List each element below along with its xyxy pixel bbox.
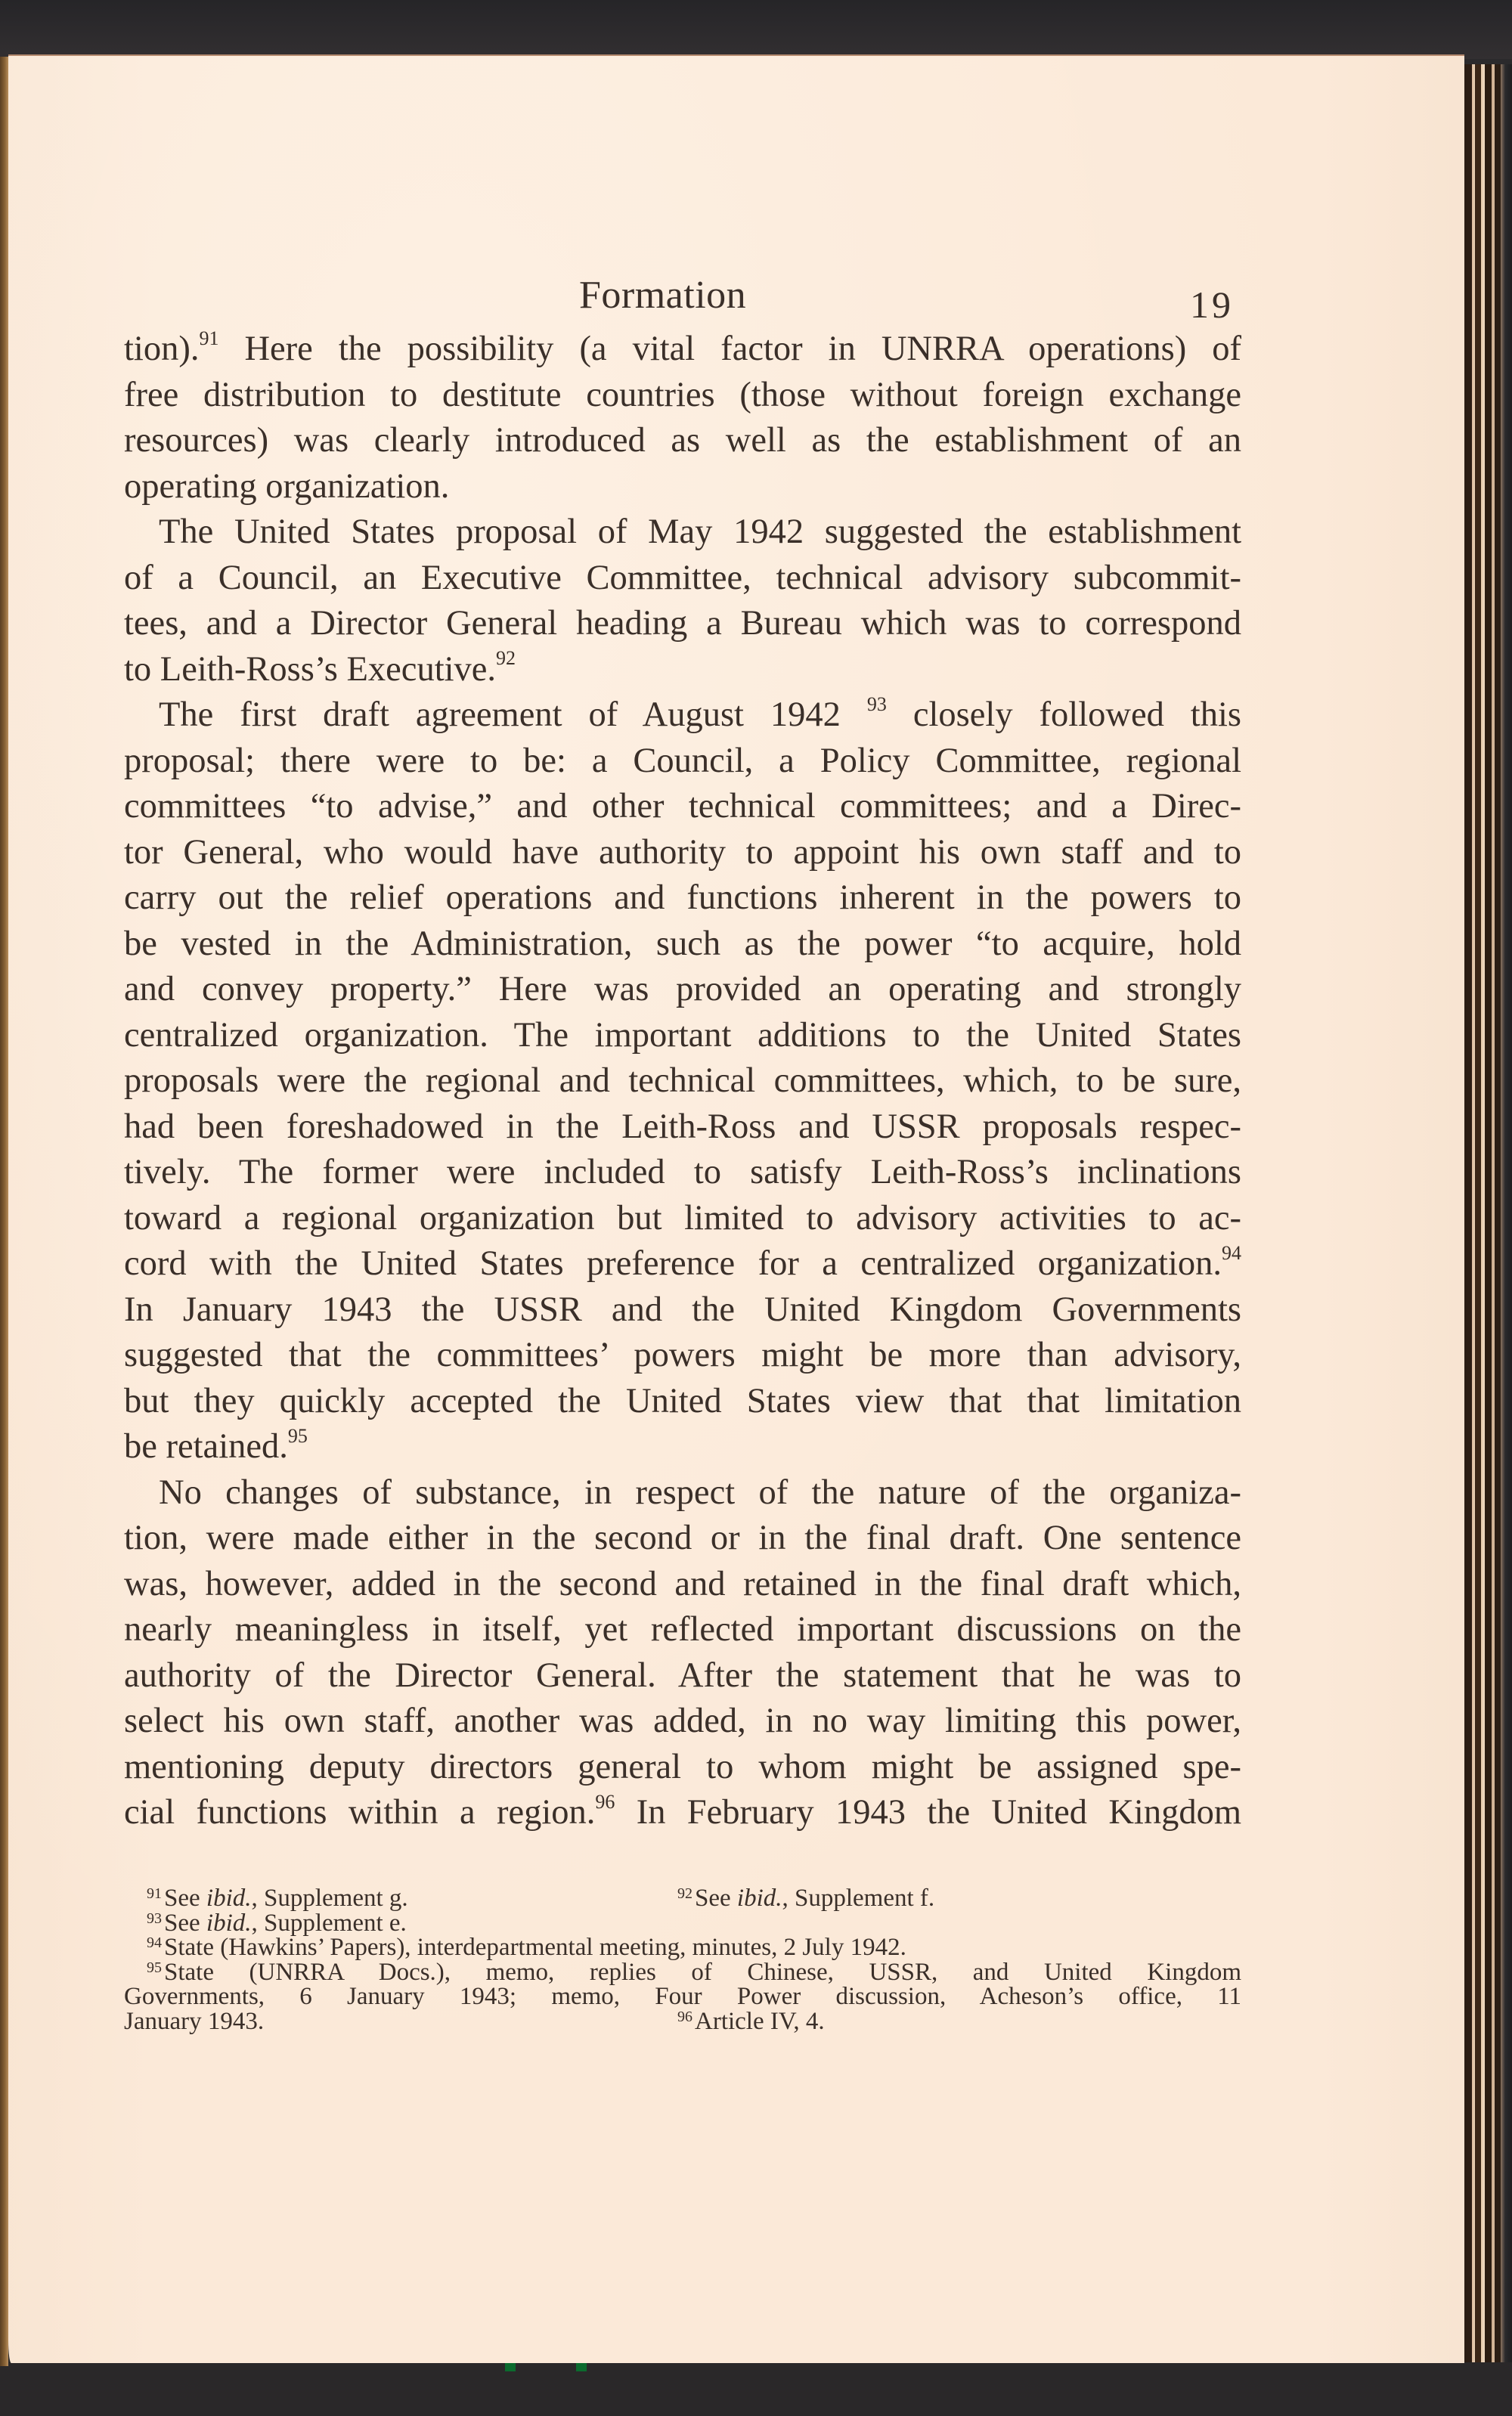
scan-marker bbox=[576, 2362, 587, 2371]
text-line: of a Council, an Executive Committee, technical advisory subcommit- bbox=[124, 558, 1241, 597]
text-line: centralized organization. The important additions to the United States bbox=[124, 1015, 1241, 1055]
text-line: tor General, who would have authority to appoint his own staff and to bbox=[124, 832, 1241, 872]
text-line: tively. The former were included to satisfy Leith-Ross’s inclinations bbox=[124, 1153, 1241, 1191]
text-line: No changes of substance, in respect of the nature of the organiza- bbox=[159, 1473, 1241, 1512]
scan-marker bbox=[505, 2362, 516, 2371]
footnote-95-end-96: January 1943. $^{96}$Article IV, 4. bbox=[124, 2009, 1241, 2034]
footnote-ref: 93 bbox=[866, 692, 887, 715]
page-edge-left bbox=[0, 57, 8, 2366]
text-line: resources) was clearly introduced as well as the establishment of an bbox=[124, 421, 1241, 460]
footnotes bbox=[124, 1886, 1241, 2033]
footnote-95: $^{95}$State (UNRRA Docs.), memo, replies of Chinese, USSR, and United Kingdom bbox=[147, 1958, 1241, 1986]
text-line: tion, were made either in the second or in the final draft. One sentence bbox=[124, 1519, 1241, 1557]
footnote-92: $^{92}$See ibid., Supplement f. bbox=[677, 1885, 935, 1912]
text-line: select his own staff, another was added, in no way limiting this power, bbox=[124, 1702, 1241, 1740]
text-line: In January 1943 the USSR and the United Kingdom Governments bbox=[124, 1290, 1241, 1329]
text-line: tees, and a Director General heading a Bureau which was to correspond bbox=[124, 604, 1241, 643]
text-line: suggested that the committees’ powers might be more than advisory, bbox=[124, 1336, 1241, 1374]
text-line: mentioning deputy directors general to whom might be assigned spe- bbox=[124, 1747, 1241, 1786]
text-line: toward a regional organization but limited to advisory activities to ac- bbox=[124, 1198, 1241, 1237]
footnote-ref: 96 bbox=[595, 1790, 615, 1813]
text-line: had been foreshadowed in the Leith-Ross and USSR proposals respec- bbox=[124, 1107, 1241, 1146]
body-text bbox=[124, 327, 1241, 1836]
footnote-ref: 94 bbox=[1222, 1241, 1241, 1264]
text-line: cord with the United States preference for a centralized organization.$^{94}$ bbox=[124, 1241, 1241, 1283]
text-line: committees “to advise,” and other technical committees; and a Direc- bbox=[124, 787, 1241, 825]
text-line: operating organization. bbox=[124, 466, 450, 506]
text-line: but they quickly accepted the United States view that that limitation bbox=[124, 1381, 1241, 1420]
text-line: was, however, added in the second and retained in the final draft which, bbox=[124, 1564, 1241, 1603]
text-line: proposal; there were to be: a Council, a Policy Committee, regional bbox=[124, 741, 1241, 780]
page-number: 19 bbox=[1190, 283, 1234, 326]
book-page bbox=[8, 54, 1464, 2363]
page-stack-right bbox=[1464, 64, 1512, 2362]
text-line: free distribution to destitute countries (those without foreign exchange bbox=[124, 375, 1241, 414]
text-line: authority of the Director General. After the statement that he was to bbox=[124, 1656, 1241, 1695]
text-line: to Leith-Ross’s Executive.$^{92}$ bbox=[124, 647, 516, 689]
text-line: cial functions within a region.$^{96}$ In February 1943 the United Kingdom bbox=[124, 1790, 1241, 1832]
footnote-94: $^{94}$State (Hawkins’ Papers), interdepartmental meeting, minutes, 2 July 1942. bbox=[147, 1934, 906, 1961]
scan-background-top bbox=[0, 0, 1512, 59]
text-line: tion).$^{91}$ Here the possibility (a vital factor in UNRRA operations) of bbox=[124, 327, 1241, 368]
text-line: The United States proposal of May 1942 suggested the establishment bbox=[159, 513, 1241, 551]
footnote-ref: 91 bbox=[199, 327, 219, 349]
text-line: be retained.$^{95}$ bbox=[124, 1424, 308, 1466]
text-line: The first draft agreement of August 1942 $^{93}$ closely followed this bbox=[159, 692, 1241, 734]
footnote-ref: 92 bbox=[496, 647, 516, 669]
text-line: proposals were the regional and technical committees, which, to be sure, bbox=[124, 1061, 1241, 1100]
footnote-95-cont: Governments, 6 January 1943; memo, Four Power discussion, Acheson’s office, 11 bbox=[124, 1983, 1241, 2010]
text-line: nearly meaningless in itself, yet reflected important discussions on the bbox=[124, 1610, 1241, 1649]
text-line: be vested in the Administration, such as the power “to acquire, hold bbox=[124, 924, 1241, 963]
scan-background-bottom bbox=[0, 2359, 1512, 2416]
footnote-96: $^{96}$Article IV, 4. bbox=[677, 2007, 825, 2035]
footnote-91-92 bbox=[124, 1886, 1241, 1911]
footnote-91: $^{91}$See ibid., Supplement g. bbox=[147, 1885, 408, 1912]
running-head-title: Formation bbox=[579, 274, 747, 317]
footnote-ref: 95 bbox=[287, 1424, 308, 1447]
footnote-93: $^{93}$See ibid., Supplement e. bbox=[147, 1909, 407, 1937]
text-line: and convey property.” Here was provided an operating and strongly bbox=[124, 970, 1241, 1008]
text-line: carry out the relief operations and functions inherent in the powers to bbox=[124, 878, 1241, 917]
